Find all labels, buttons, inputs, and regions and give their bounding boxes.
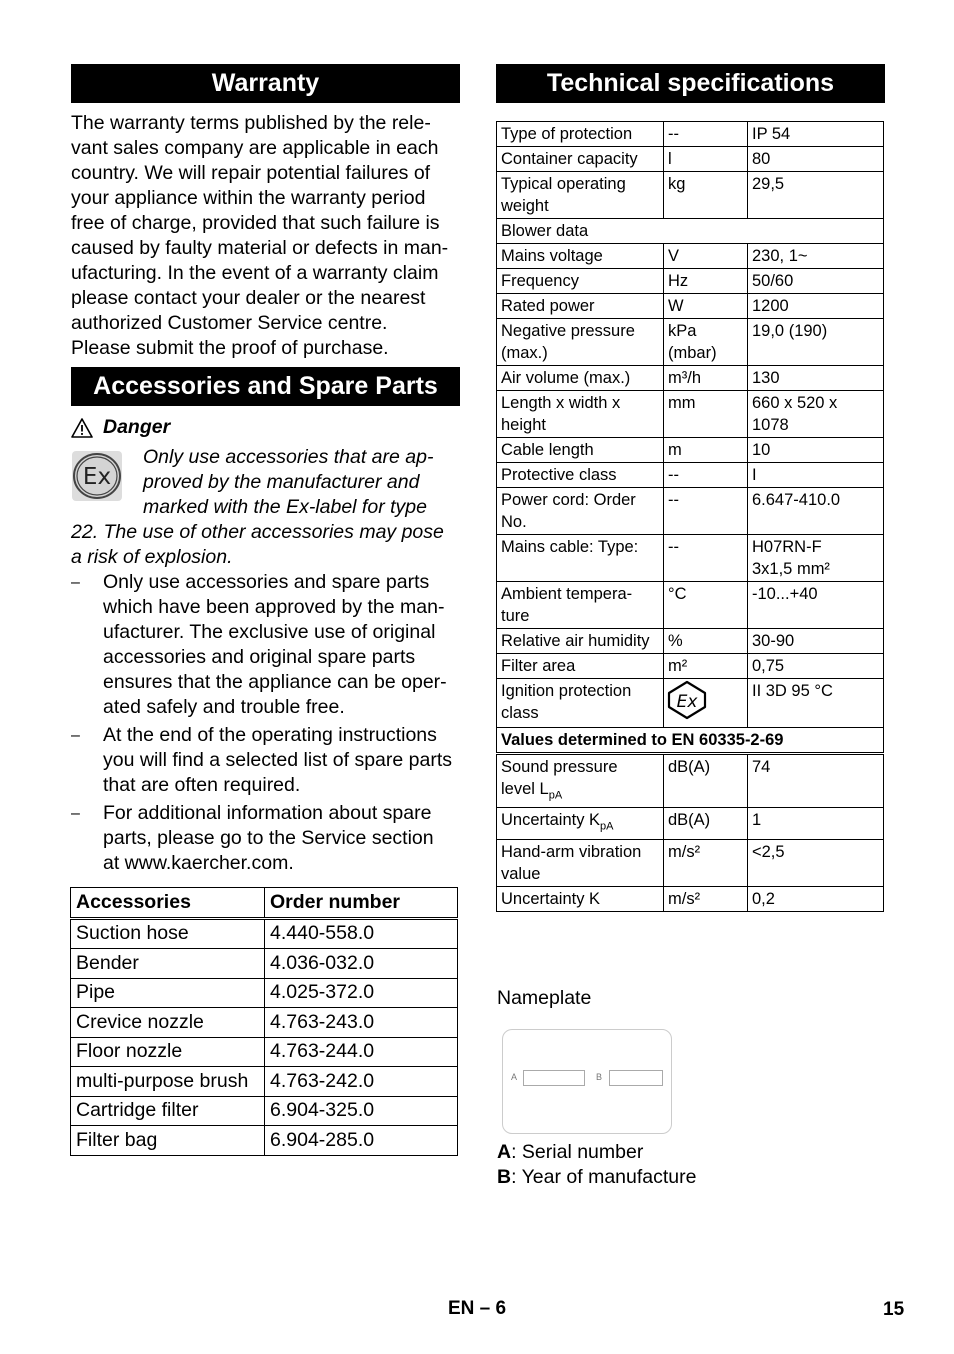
spec-cell: Length x width x height xyxy=(497,391,664,438)
spec-cell: Rated power xyxy=(497,294,664,319)
spec-cell xyxy=(664,679,748,728)
table-cell: Crevice nozzle xyxy=(71,1008,265,1038)
spec-cell: Mains cable: Type: xyxy=(497,535,664,582)
spec-row xyxy=(497,654,884,679)
spec-cell: mm xyxy=(664,391,748,438)
bullet-dash: – xyxy=(71,574,80,591)
tech-spec-heading: Technical specifications xyxy=(496,64,885,103)
spec-cell: 74 xyxy=(748,754,884,808)
spec-row xyxy=(497,679,884,728)
table-cell: 4.440-558.0 xyxy=(265,918,458,949)
warranty-heading: Warranty xyxy=(71,64,460,103)
spec-cell: Hz xyxy=(664,269,748,294)
spec-cell: Typical operating weight xyxy=(497,172,664,219)
bullet-text: For additional information about spare parts, please go to the Service section at www.kaercher.com. xyxy=(103,802,434,874)
spec-cell: Cable length xyxy=(497,438,664,463)
spec-cell: Container capacity xyxy=(497,147,664,172)
spec-cell: % xyxy=(664,629,748,654)
tech-spec-table xyxy=(496,121,884,912)
nameplate-field-a-label: A xyxy=(511,1072,518,1082)
table-cell: Floor nozzle xyxy=(71,1037,265,1067)
spec-row xyxy=(497,839,884,886)
spec-cell: Uncertainty $K_{pA}$ xyxy=(497,808,664,839)
spec-row xyxy=(497,488,884,535)
legend-text: : Year of manufacture xyxy=(511,1166,697,1188)
bullet-dash: – xyxy=(71,727,80,744)
table-row xyxy=(71,1096,458,1126)
spec-cell: Mains voltage xyxy=(497,244,664,269)
spec-cell: W xyxy=(664,294,748,319)
legend-text: : Serial number xyxy=(511,1141,644,1163)
table-cell: 4.036-032.0 xyxy=(265,949,458,979)
table-cell: Bender xyxy=(71,949,265,979)
spec-cell: <2,5 xyxy=(748,839,884,886)
spec-cell: Air volume (max.) xyxy=(497,366,664,391)
list-item xyxy=(71,723,466,798)
nameplate-image xyxy=(502,1029,672,1134)
spec-cell: °C xyxy=(664,582,748,629)
table-row xyxy=(71,1037,458,1067)
spec-row xyxy=(497,629,884,654)
spec-cell: 30-90 xyxy=(748,629,884,654)
spec-cell: Ignition protection class xyxy=(497,679,664,728)
spec-cell: Type of protection xyxy=(497,122,664,147)
table-cell: 6.904-285.0 xyxy=(265,1126,458,1156)
spec-cell: H07RN-F 3x1,5 mm² xyxy=(748,535,884,582)
spec-cell: Hand-arm vibration value xyxy=(497,839,664,886)
nameplate-legend-b xyxy=(497,1165,696,1190)
spec-cell: 130 xyxy=(748,366,884,391)
spec-cell: -10...+40 xyxy=(748,582,884,629)
spec-cell: 10 xyxy=(748,438,884,463)
accessories-table xyxy=(70,887,458,1156)
table-row xyxy=(71,1126,458,1156)
spec-cell: kg xyxy=(664,172,748,219)
spec-row xyxy=(497,808,884,839)
spec-section-cell: Blower data xyxy=(497,219,884,244)
table-row xyxy=(71,1067,458,1097)
spec-cell: 230, 1~ xyxy=(748,244,884,269)
spec-cell: V xyxy=(664,244,748,269)
spec-row xyxy=(497,147,884,172)
spec-cell: 6.647-410.0 xyxy=(748,488,884,535)
spec-row xyxy=(497,319,884,366)
spec-row xyxy=(497,582,884,629)
spec-cell: 19,0 (190) xyxy=(748,319,884,366)
danger-text-full: 22. The use of other accessories may pose a risk of explosion. xyxy=(71,521,444,568)
spec-cell: kPa (mbar) xyxy=(664,319,748,366)
spec-cell: Relative air humidity xyxy=(497,629,664,654)
spec-cell: 29,5 xyxy=(748,172,884,219)
spec-row xyxy=(497,728,884,754)
table-cell: Cartridge filter xyxy=(71,1096,265,1126)
table-header-row xyxy=(71,888,458,919)
table-row xyxy=(71,1008,458,1038)
spec-cell: dB(A) xyxy=(664,754,748,808)
table-cell: Pipe xyxy=(71,978,265,1008)
spec-cell: Frequency xyxy=(497,269,664,294)
footer-page-label: EN – 6 xyxy=(448,1298,507,1319)
spec-row xyxy=(497,886,884,911)
spec-cell: Power cord: Order No. xyxy=(497,488,664,535)
spec-row xyxy=(497,269,884,294)
table-cell: Suction hose xyxy=(71,918,265,949)
spec-cell: I xyxy=(748,463,884,488)
bullet-dash: – xyxy=(71,805,80,822)
spec-cell: IP 54 xyxy=(748,122,884,147)
ex-text: Ex xyxy=(676,692,698,712)
spec-cell: II 3D 95 °C xyxy=(748,679,884,728)
warning-triangle-icon xyxy=(71,418,93,438)
spec-cell: 0,75 xyxy=(748,654,884,679)
nameplate-field-b-box xyxy=(609,1070,663,1086)
spec-row xyxy=(497,244,884,269)
warranty-text: The warranty terms published by the rele- vant sales company are applicable in each country. We will repair potential failures of your appliance within the warranty period free of charge, provided that such failure is caused by faulty material or defects in man- ufacturing. In the event of a warranty claim please contact your dealer or the nearest authorized Customer Service centre. Please submit the proof of purchase. xyxy=(71,112,449,359)
spec-cell: Filter area xyxy=(497,654,664,679)
spec-cell: Ambient tempera- ture xyxy=(497,582,664,629)
spec-cell: -- xyxy=(664,488,748,535)
spec-cell: 0,2 xyxy=(748,886,884,911)
spec-cell: m³/h xyxy=(664,366,748,391)
spec-row xyxy=(497,463,884,488)
nameplate-field-b-label: B xyxy=(596,1072,603,1082)
column-header: Accessories xyxy=(71,888,265,919)
spec-cell: 1200 xyxy=(748,294,884,319)
spec-row xyxy=(497,366,884,391)
spec-cell: 80 xyxy=(748,147,884,172)
table-cell: 4.763-243.0 xyxy=(265,1008,458,1038)
danger-label-row xyxy=(71,415,170,440)
table-cell: 4.763-242.0 xyxy=(265,1067,458,1097)
table-cell: Filter bag xyxy=(71,1126,265,1156)
bullet-text: At the end of the operating instructions you will find a selected list of spare parts that are often required. xyxy=(103,724,453,796)
ex-label-icon xyxy=(72,451,122,501)
legend-key: B xyxy=(497,1166,512,1188)
spec-cell: 660 x 520 x 1078 xyxy=(748,391,884,438)
table-row xyxy=(71,918,458,949)
svg-text:Ex: Ex xyxy=(82,464,112,490)
spec-cell: m/s² xyxy=(664,839,748,886)
table-cell: multi-purpose brush xyxy=(71,1067,265,1097)
spec-cell: Sound pressure level $L_{pA}$ xyxy=(497,754,664,808)
nameplate-legend-a xyxy=(497,1140,643,1165)
bullet-text: Only use accessories and spare parts which have been approved by the man- ufacturer. The exclusive use of original accessories and original spare parts ensures that the appliance can be oper- ated safely and trouble free. xyxy=(103,571,447,718)
spec-row xyxy=(497,391,884,438)
spec-cell: m xyxy=(664,438,748,463)
spec-cell: -- xyxy=(664,463,748,488)
spec-cell: 1 xyxy=(748,808,884,839)
spec-cell: -- xyxy=(664,535,748,582)
danger-label: Danger xyxy=(103,416,171,438)
bullet-list xyxy=(71,570,466,876)
spec-row xyxy=(497,535,884,582)
nameplate-label: Nameplate xyxy=(497,987,592,1009)
danger-text-side: Only use accessories that are ap- proved by the manufacturer and marked with the Ex-label for type xyxy=(143,446,434,518)
list-item xyxy=(71,570,466,720)
ex-explosion-protection-icon xyxy=(666,680,708,720)
spec-cell: 50/60 xyxy=(748,269,884,294)
accessories-heading: Accessories and Spare Parts xyxy=(71,367,460,406)
spec-cell: dB(A) xyxy=(664,808,748,839)
list-item xyxy=(71,801,466,876)
column-header: Order number xyxy=(265,888,458,919)
table-row xyxy=(71,949,458,979)
table-cell: 4.025-372.0 xyxy=(265,978,458,1008)
spec-row xyxy=(497,172,884,219)
table-cell: 6.904-325.0 xyxy=(265,1096,458,1126)
table-cell: 4.763-244.0 xyxy=(265,1037,458,1067)
spec-cell: l xyxy=(664,147,748,172)
table-row xyxy=(71,978,458,1008)
spec-cell: m/s² xyxy=(664,886,748,911)
spec-cell: Negative pressure (max.) xyxy=(497,319,664,366)
spec-section-cell: Values determined to EN 60335-2-69 xyxy=(497,728,884,754)
spec-cell: Uncertainty K xyxy=(497,886,664,911)
spec-row xyxy=(497,122,884,147)
spec-cell: Protective class xyxy=(497,463,664,488)
nameplate-field-a-box xyxy=(523,1070,585,1086)
spec-row xyxy=(497,219,884,244)
footer-page-number: 15 xyxy=(883,1299,905,1320)
spec-row xyxy=(497,294,884,319)
spec-cell: m² xyxy=(664,654,748,679)
legend-key: A xyxy=(497,1141,512,1163)
spec-cell: -- xyxy=(664,122,748,147)
spec-row xyxy=(497,438,884,463)
spec-row xyxy=(497,754,884,808)
